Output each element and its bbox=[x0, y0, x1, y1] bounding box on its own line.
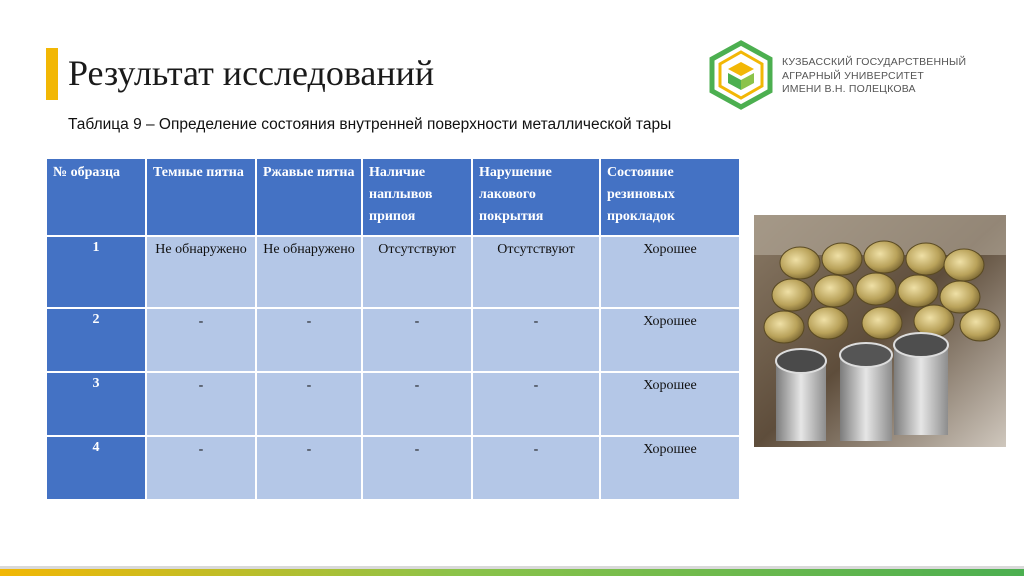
university-hexagon-logo-icon bbox=[708, 40, 774, 110]
university-name bbox=[782, 56, 966, 97]
table-row bbox=[46, 308, 740, 372]
table-cell: Отсутствуют bbox=[362, 236, 472, 308]
table-cell: - bbox=[362, 436, 472, 500]
column-header-rubber-gaskets: Состояние резиновых прокладок bbox=[600, 158, 740, 236]
column-header-lacquer-damage: Нарушение лакового покрытия bbox=[472, 158, 600, 236]
table-cell: - bbox=[472, 308, 600, 372]
table-cell: Хорошее bbox=[600, 236, 740, 308]
sample-number-cell: 2 bbox=[46, 308, 146, 372]
university-name-line: ИМЕНИ В.Н. ПОЛЕЦКОВА bbox=[782, 83, 916, 95]
column-header-dark-spots: Темные пятна bbox=[146, 158, 256, 236]
column-header-solder-drips: Наличие наплывов припоя bbox=[362, 158, 472, 236]
table-cell: Не обнаружено bbox=[146, 236, 256, 308]
table-cell: - bbox=[256, 372, 362, 436]
table-cell: - bbox=[472, 372, 600, 436]
column-header-sample-number: № образца bbox=[46, 158, 146, 236]
column-header-rust-spots: Ржавые пятна bbox=[256, 158, 362, 236]
table-cell: - bbox=[256, 308, 362, 372]
sample-number-cell: 3 bbox=[46, 372, 146, 436]
sample-number-cell: 1 bbox=[46, 236, 146, 308]
sample-number-cell: 4 bbox=[46, 436, 146, 500]
table-cell: - bbox=[256, 436, 362, 500]
university-name-line: АГРАРНЫЙ УНИВЕРСИТЕТ bbox=[782, 69, 924, 82]
table-row bbox=[46, 436, 740, 500]
results-table bbox=[45, 157, 741, 501]
table-cell: - bbox=[362, 308, 472, 372]
table-cell: Хорошее bbox=[600, 308, 740, 372]
bottom-color-stripe bbox=[0, 566, 1024, 576]
slide-title: Результат исследований bbox=[68, 53, 435, 93]
table-cell: Хорошее bbox=[600, 372, 740, 436]
table-cell: Не обнаружено bbox=[256, 236, 362, 308]
table-cell: Отсутствуют bbox=[472, 236, 600, 308]
title-accent-bar bbox=[46, 48, 58, 100]
table-cell: - bbox=[146, 308, 256, 372]
table-row bbox=[46, 372, 740, 436]
table-cell: - bbox=[472, 436, 600, 500]
table-row bbox=[46, 236, 740, 308]
tin-cans-photo bbox=[754, 215, 1006, 447]
table-cell: Хорошее bbox=[600, 436, 740, 500]
table-cell: - bbox=[146, 436, 256, 500]
table-cell: - bbox=[146, 372, 256, 436]
table-caption: Таблица 9 – Определение состояния внутренней поверхности металлической тары bbox=[68, 116, 672, 133]
table-header-row bbox=[46, 158, 740, 236]
university-name-line: КУЗБАССКИЙ ГОСУДАРСТВЕННЫЙ bbox=[782, 56, 967, 68]
table-cell: - bbox=[362, 372, 472, 436]
